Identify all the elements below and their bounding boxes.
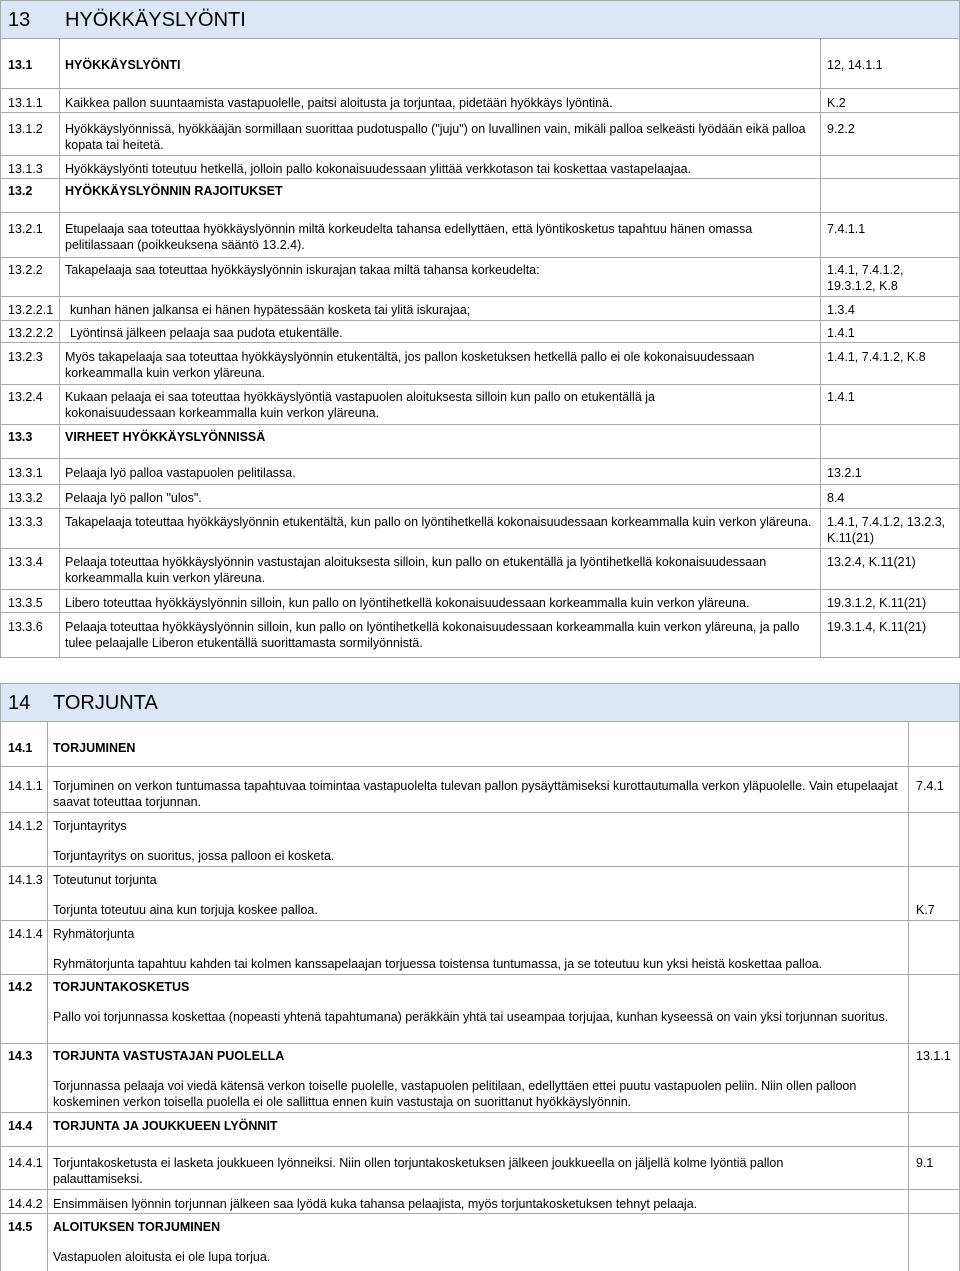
rule-text: Pelaaja toteuttaa hyökkäyslyönnin vastustajan aloituksesta silloin, kun pallo on etukentällä ja lyöntihetkellä kokonaisuudessaan korkeammalla kuin verkon yläreuna. bbox=[65, 555, 767, 585]
rule-reference: 1.4.1, 7.4.1.2, K.8 bbox=[827, 350, 926, 364]
row-divider bbox=[1, 766, 959, 767]
rule-text: Hyökkäyslyönnissä, hyökkääjän sormillaan suorittaa pudotuspallo ("juju") on luvallinen vain, mikäli palloa selkeästi lyödään eikä palloa kopata tai heitetä. bbox=[65, 122, 806, 152]
rule-reference: K.2 bbox=[827, 96, 846, 110]
rule-title: Ryhmätorjunta bbox=[53, 927, 135, 941]
rule-text: Lyöntinsä jälkeen pelaaja saa pudota etukentälle. bbox=[70, 326, 343, 340]
row-divider bbox=[1, 1146, 959, 1147]
rule-text: Libero toteuttaa hyökkäyslyönnin silloin, kun pallo on lyöntihetkellä kokonaisuudessaan korkeammalla kuin verkon yläreuna. bbox=[65, 596, 750, 610]
rule-number: 13.2.2 bbox=[8, 263, 43, 277]
rule-text: Ensimmäisen lyönnin torjunnan jälkeen saa lyödä kuka tahansa pelaajista, myös torjuntakosketuksen tehnyt pelaaja. bbox=[53, 1197, 698, 1211]
rule-title: Torjuntayritys bbox=[53, 819, 127, 833]
row-divider bbox=[1, 178, 959, 179]
rule-text: Myös takapelaaja saa toteuttaa hyökkäyslyönnin etukentältä, jos pallon kosketuksen hetkellä pallo ei ole kokonaisuudessaan korkeammalla kuin verkon yläreuna. bbox=[65, 350, 755, 380]
rule-text: Torjuminen on verkon tuntumassa tapahtuvaa toimintaa vastapuolelta tulevan pallon pysäyttämiseksi kurottautumalla verkon yläpuolelle. Vain etupelaajat saavat toteuttaa torjunnan. bbox=[53, 779, 898, 809]
section-title: VIRHEET HYÖKKÄYSLYÖNNISSÄ bbox=[65, 430, 266, 444]
rule-text: Ryhmätorjunta tapahtuu kahden tai kolmen kanssapelaajan torjuessa toistensa tuntumassa, ja se toteutuu kun yksi heistä koskettaa palloa. bbox=[53, 957, 823, 971]
row-divider bbox=[1, 458, 959, 459]
rule-number: 13.3.1 bbox=[8, 466, 43, 480]
rule-text: Torjunta toteutuu aina kun torjuja koskee palloa. bbox=[53, 903, 318, 917]
rule-number: 13.3.2 bbox=[8, 491, 43, 505]
chapter-14-title: TORJUNTA bbox=[53, 692, 158, 714]
row-divider bbox=[1, 112, 959, 113]
rule-number: 13.1.2 bbox=[8, 122, 43, 136]
rule-number: 13.2.3 bbox=[8, 350, 43, 364]
section-title: ALOITUKSEN TORJUMINEN bbox=[53, 1220, 221, 1234]
row-divider bbox=[1, 866, 959, 867]
section-reference: 12, 14.1.1 bbox=[827, 58, 883, 72]
rule-reference: 13.2.1 bbox=[827, 466, 862, 480]
rule-number: 13.1.1 bbox=[8, 96, 43, 110]
row-divider bbox=[1, 88, 959, 89]
rule-text: Takapelaaja saa toteuttaa hyökkäyslyönnin iskurajan takaa miltä tahansa korkeudelta: bbox=[65, 263, 540, 277]
section-title: TORJUNTA VASTUSTAJAN PUOLELLA bbox=[53, 1049, 285, 1063]
rule-text: Torjuntayritys on suoritus, jossa palloon ei kosketa. bbox=[53, 849, 335, 863]
rule-number: 14.4.2 bbox=[8, 1197, 43, 1211]
section-number: 13.3 bbox=[8, 430, 33, 444]
rule-reference: 1.4.1 bbox=[827, 390, 855, 404]
section-title: HYÖKKÄYSLYÖNTI bbox=[65, 58, 181, 72]
rule-text: Takapelaaja toteuttaa hyökkäyslyönnin etukentältä, kun pallo on lyöntihetkellä kokonaisuudessaan korkeammalla kuin verkon yläreuna. bbox=[65, 515, 812, 529]
section-text: Vastapuolen aloitusta ei ole lupa torjua. bbox=[53, 1250, 271, 1264]
rule-number: 14.4.1 bbox=[8, 1156, 43, 1170]
section-number: 13.1 bbox=[8, 58, 33, 72]
section-text: Torjunnassa pelaaja voi viedä kätensä verkon toiselle puolelle, vastapuolen pelitilaan, edellyttäen ettei puutu vastapuolen peliin. Niin ollen palloon koskeminen verkon toisella puolella ei ole sallittua ennen kuin vastustaja on suorittanut hyökkäyslyönnin. bbox=[53, 1079, 857, 1109]
row-divider bbox=[1, 920, 959, 921]
rule-reference: 13.2.4, K.11(21) bbox=[827, 555, 916, 569]
row-divider bbox=[1, 508, 959, 509]
section-number: 14.4 bbox=[8, 1119, 33, 1133]
row-divider bbox=[1, 342, 959, 343]
section-number: 14.2 bbox=[8, 980, 33, 994]
rule-number: 13.2.4 bbox=[8, 390, 43, 404]
row-divider bbox=[1, 612, 959, 613]
row-divider bbox=[1, 548, 959, 549]
rule-number: 13.3.5 bbox=[8, 596, 43, 610]
rule-number: 13.3.6 bbox=[8, 620, 43, 634]
section-text: Pallo voi torjunnassa koskettaa (nopeasti yhtenä tapahtumana) peräkkäin yhtä tai useampaa torjujaa, kunhan kyseessä on vain yksi torjunnan suoritus. bbox=[53, 1010, 889, 1024]
row-divider bbox=[1, 296, 959, 297]
row-divider bbox=[1, 812, 959, 813]
rule-reference: 19.3.1.4, K.11(21) bbox=[827, 620, 927, 634]
row-divider bbox=[1, 974, 959, 975]
rule-text: kunhan hänen jalkansa ei hänen hypätessään kosketa tai ylitä iskurajaa; bbox=[70, 303, 471, 317]
row-divider bbox=[1, 212, 959, 213]
section-number: 14.5 bbox=[8, 1220, 33, 1234]
rule-text: Pelaaja toteuttaa hyökkäyslyönnin silloin, kun pallo on lyöntihetkellä kokonaisuudessaan korkeammalla kuin verkon yläreuna, ja pallo tulee pelaajalle Liberon etukentällä suorittamasta sormilyönnistä. bbox=[65, 620, 800, 650]
rule-text: Pelaaja lyö palloa vastapuolen pelitilassa. bbox=[65, 466, 296, 480]
row-divider bbox=[1, 1112, 959, 1113]
chapter-13-number: 13 bbox=[8, 9, 31, 31]
row-divider bbox=[1, 1043, 959, 1044]
rule-text: Etupelaaja saa toteuttaa hyökkäyslyönnin miltä korkeudelta tahansa edellyttäen, että lyöntikosketus tapahtuu hänen omassa pelitilassaan (poikkeuksena sääntö 13.2.4). bbox=[65, 222, 753, 252]
rule-reference: 1.4.1, 7.4.1.2, 19.3.1.2, K.8 bbox=[827, 263, 904, 293]
rule-reference: 9.1 bbox=[916, 1156, 934, 1170]
row-divider bbox=[1, 1189, 959, 1190]
rule-text: Pelaaja lyö pallon "ulos". bbox=[65, 491, 202, 505]
row-divider bbox=[1, 424, 959, 425]
row-divider bbox=[1, 155, 959, 156]
chapter-14-number: 14 bbox=[8, 692, 31, 714]
rule-number: 13.3.3 bbox=[8, 515, 43, 529]
rule-reference: 19.3.1.2, K.11(21) bbox=[827, 596, 927, 610]
col-divider bbox=[59, 39, 60, 657]
section-title: TORJUNTA JA JOUKKUEEN LYÖNNIT bbox=[53, 1119, 278, 1133]
section-title: TORJUNTAKOSKETUS bbox=[53, 980, 190, 994]
rule-reference: 1.4.1 bbox=[827, 326, 855, 340]
section-title: HYÖKKÄYSLYÖNNIN RAJOITUKSET bbox=[65, 184, 283, 198]
row-divider bbox=[1, 589, 959, 590]
rule-number: 13.2.2.2 bbox=[8, 326, 54, 340]
section-title: TORJUMINEN bbox=[53, 741, 136, 755]
rule-reference: K.7 bbox=[916, 903, 935, 917]
section-number: 14.3 bbox=[8, 1049, 33, 1063]
rule-reference: 1.4.1, 7.4.1.2, 13.2.3, K.11(21) bbox=[827, 515, 946, 545]
rule-number: 14.1.1 bbox=[8, 779, 43, 793]
rule-number: 14.1.3 bbox=[8, 873, 43, 887]
section-number: 14.1 bbox=[8, 741, 33, 755]
rule-title: Toteutunut torjunta bbox=[53, 873, 157, 887]
rule-number: 14.1.4 bbox=[8, 927, 43, 941]
rule-text: Kukaan pelaaja ei saa toteuttaa hyökkäyslyöntiä vastapuolen aloituksesta silloin kun pallo on etukentällä ja kokonaisuudessaan korkeammalla kuin verkon yläreuna. bbox=[65, 390, 655, 420]
rule-reference: 7.4.1 bbox=[916, 779, 944, 793]
rule-number: 13.1.3 bbox=[8, 162, 43, 176]
rule-reference: 7.4.1.1 bbox=[827, 222, 866, 236]
rule-text: Kaikkea pallon suuntaamista vastapuolelle, paitsi aloitusta ja torjuntaa, pidetään hyökkäys lyöntinä. bbox=[65, 96, 613, 110]
section-number: 13.2 bbox=[8, 184, 33, 198]
rule-reference: 8.4 bbox=[827, 491, 845, 505]
section-reference: 13.1.1 bbox=[916, 1049, 951, 1063]
row-divider bbox=[1, 484, 959, 485]
col-divider bbox=[820, 39, 821, 657]
row-divider bbox=[1, 384, 959, 385]
rule-number: 13.2.2.1 bbox=[8, 303, 54, 317]
rule-number: 13.3.4 bbox=[8, 555, 43, 569]
rule-number: 14.1.2 bbox=[8, 819, 43, 833]
row-divider bbox=[1, 320, 959, 321]
row-divider bbox=[1, 1213, 959, 1214]
rule-text: Hyökkäyslyönti toteutuu hetkellä, jolloin pallo kokonaisuudessaan ylittää verkkotason tai koskettaa vastapelaajaa. bbox=[65, 162, 692, 176]
rule-reference: 9.2.2 bbox=[827, 122, 855, 136]
row-divider bbox=[1, 257, 959, 258]
rule-reference: 1.3.4 bbox=[827, 303, 855, 317]
rule-text: Torjuntakosketusta ei lasketa joukkueen lyönneiksi. Niin ollen torjuntakosketuksen jälkeen joukkueella on jäljellä kolme lyöntiä pallon palauttamiseksi. bbox=[53, 1156, 784, 1186]
rule-number: 13.2.1 bbox=[8, 222, 43, 236]
chapter-13-title: HYÖKKÄYSLYÖNTI bbox=[65, 9, 246, 31]
